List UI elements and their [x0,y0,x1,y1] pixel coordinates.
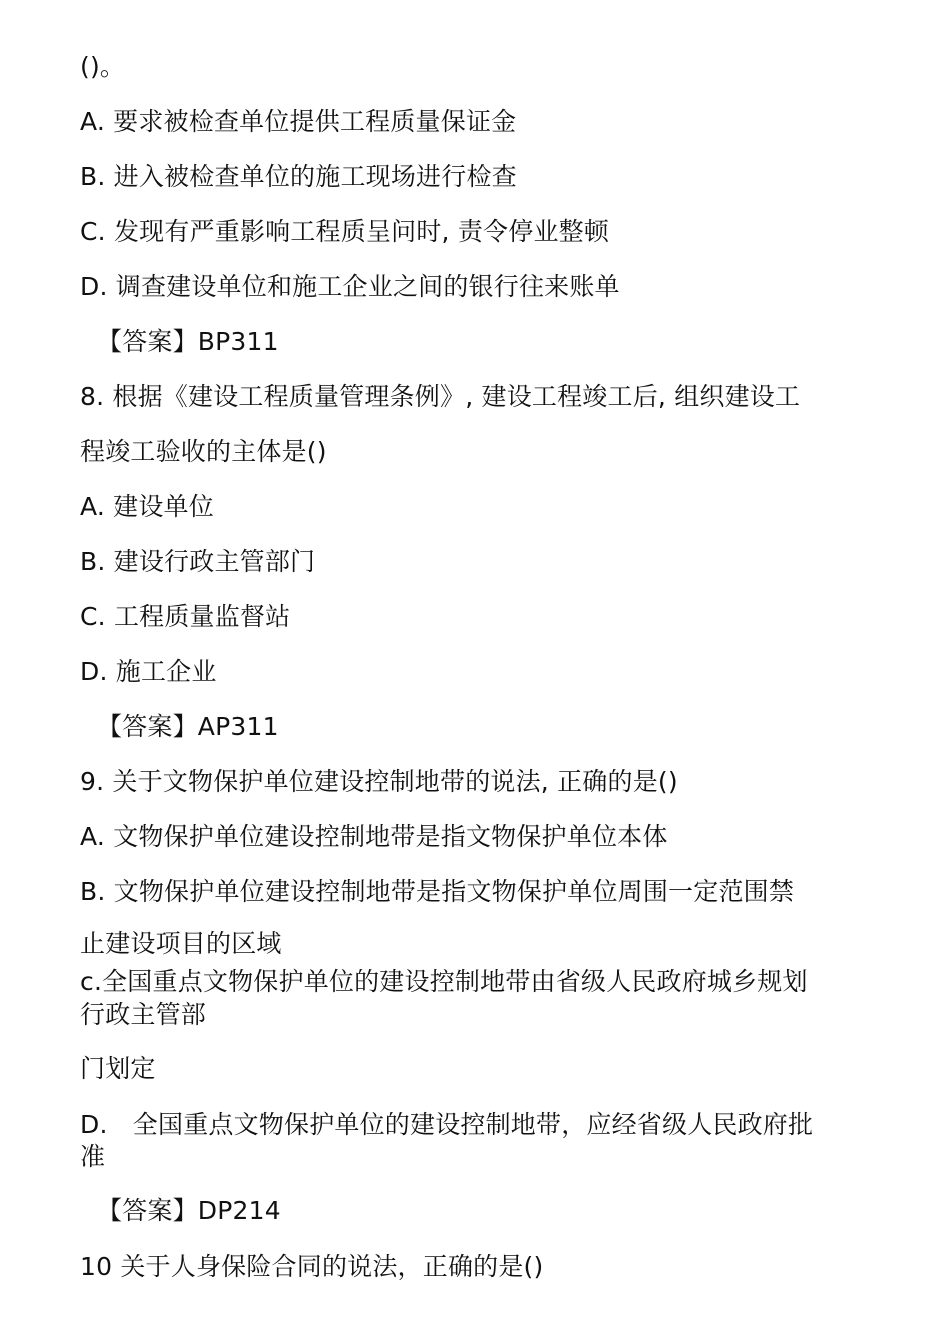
option-b-cont: 止建设项目的区域 [80,929,282,958]
option-a: A. 要求被检查单位提供工程质量保证金 [80,107,517,136]
option-a: A. 文物保护单位建设控制地带是指文物保护单位本体 [80,822,668,851]
question-8: 8. 根据《建设工程质量管理条例》, 建设工程竣工后, 组织建设工 [80,382,801,411]
question-9: 9. 关于文物保护单位建设控制地带的说法, 正确的是() [80,767,678,796]
option-d: D. 调查建设单位和施工企业之间的银行往来账单 [80,272,620,301]
option-c: C. 工程质量监督站 [80,602,291,631]
option-c-cont: 行政主管部 [80,1000,207,1029]
answer: 【答案】AP311 [97,712,279,741]
option-d: D. 全国重点文物保护单位的建设控制地带，应经省级人民政府批 [80,1110,814,1139]
text-line: ()。 [80,52,126,81]
option-d: D. 施工企业 [80,657,217,686]
option-c-cont: 门划定 [80,1054,156,1083]
question-8-cont: 程竣工验收的主体是() [80,437,327,466]
option-c: C. 发现有严重影响工程质呈问时, 责令停业整顿 [80,217,610,246]
option-b: B. 建设行政主管部门 [80,547,316,576]
option-b: B. 进入被检查单位的施工现场进行检查 [80,162,517,191]
option-a: A. 建设单位 [80,492,214,521]
option-b: B. 文物保护单位建设控制地带是指文物保护单位周围一定范围禁 [80,877,795,906]
option-c: c.全国重点文物保护单位的建设控制地带由省级人民政府城乡规划 [80,967,808,996]
answer: 【答案】BP311 [97,327,279,356]
option-d-cont: 准 [80,1142,106,1171]
question-10: 10 关于人身保险合同的说法，正确的是() [80,1252,544,1281]
answer: 【答案】DP214 [97,1196,281,1225]
